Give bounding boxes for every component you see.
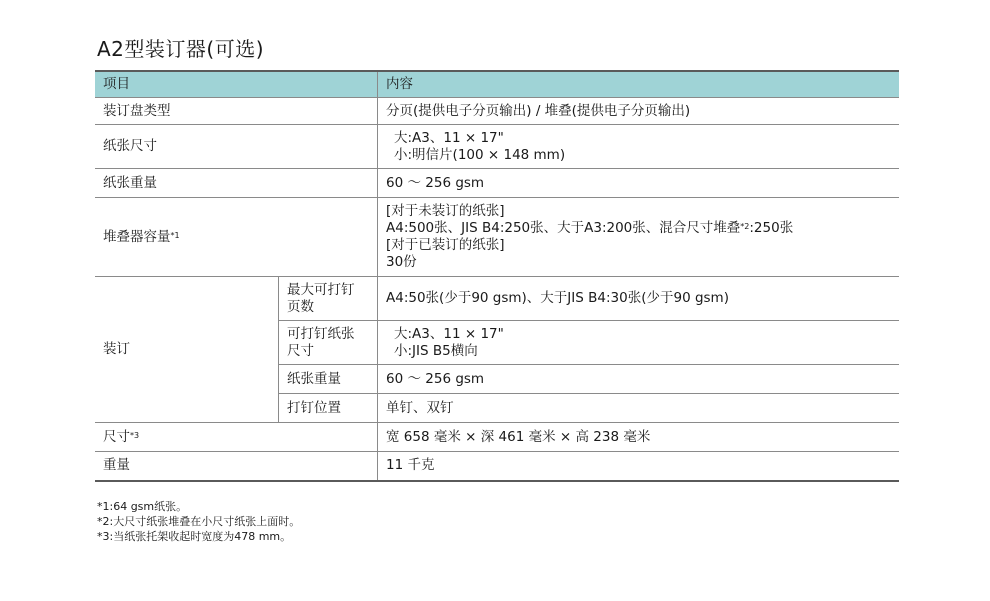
value-line: 大:A3、11 × 17" [394, 325, 504, 342]
row-value: 分页(提供电子分页输出) / 堆叠(提供电子分页输出) [378, 98, 900, 125]
row-label-text: 尺寸 [103, 428, 130, 445]
row-value [378, 198, 900, 277]
row-value: 60 ～ 256 gsm [378, 365, 900, 394]
value-line: 小:明信片(100 × 148 mm) [394, 146, 566, 163]
value-line: [对于未装订的纸张] [386, 203, 505, 219]
row-value: 11 千克 [378, 452, 900, 481]
table-header-row [95, 71, 899, 98]
row-label-text: 堆叠器容量 [103, 228, 171, 245]
footnote-ref: *3 [130, 430, 140, 440]
row-label: 纸张尺寸 [95, 125, 378, 169]
table-row [95, 169, 899, 198]
value-line [386, 220, 891, 237]
table-row [95, 423, 899, 452]
row-label [95, 423, 378, 452]
row-value: A4:50张(少于90 gsm)、大于JIS B4:30张(少于90 gsm) [378, 277, 900, 321]
row-value: 宽 658 毫米 × 深 461 毫米 × 高 238 毫米 [378, 423, 900, 452]
footnote: *1:64 gsm纸张。 [97, 500, 188, 513]
footnote: *3:当纸张托架收起时宽度为478 mm。 [97, 530, 292, 543]
sub-label-line: 尺寸 [287, 342, 314, 359]
table-row [95, 125, 899, 169]
sub-label-line: 可打钉纸张 [287, 325, 355, 342]
value-line-text: A4:500张、JIS B4:250张、大于A3:200张、混合尺寸堆叠 [386, 220, 741, 236]
footnotes [97, 499, 300, 544]
footnote-ref: *2 [740, 222, 750, 231]
sub-label-line: 页数 [287, 298, 314, 315]
sub-label: 纸张重量 [279, 365, 378, 394]
footnote: *2:大尺寸纸张堆叠在小尺寸纸张上面时。 [97, 515, 301, 528]
sub-label [279, 277, 378, 321]
header-content: 内容 [378, 71, 900, 98]
row-label: 纸张重量 [95, 169, 378, 198]
sub-label-line: 最大可打钉 [287, 281, 355, 298]
spec-table [95, 70, 899, 482]
row-value [378, 125, 900, 169]
table-row [95, 452, 899, 481]
row-value: 60 ～ 256 gsm [378, 169, 900, 198]
sub-label [279, 321, 378, 365]
row-value: 单钉、双钉 [378, 394, 900, 423]
row-label: 重量 [95, 452, 378, 481]
value-line: [对于已装订的纸张] [386, 237, 505, 253]
value-line: 大:A3、11 × 17" [394, 129, 504, 146]
page-title: A2型装订器(可选) [97, 37, 265, 61]
value-line: 小:JIS B5横向 [394, 342, 478, 359]
table-row [95, 277, 899, 321]
row-label: 装订盘类型 [95, 98, 378, 125]
header-item: 项目 [95, 71, 378, 98]
row-value [378, 321, 900, 365]
row-label: 装订 [95, 277, 279, 423]
row-label [95, 198, 378, 277]
sub-label: 打钉位置 [279, 394, 378, 423]
footnote-ref: *1 [170, 230, 180, 240]
table-row [95, 98, 899, 125]
table-row [95, 198, 899, 277]
value-line: 30份 [386, 254, 417, 270]
value-line-suffix: :250张 [749, 220, 794, 236]
